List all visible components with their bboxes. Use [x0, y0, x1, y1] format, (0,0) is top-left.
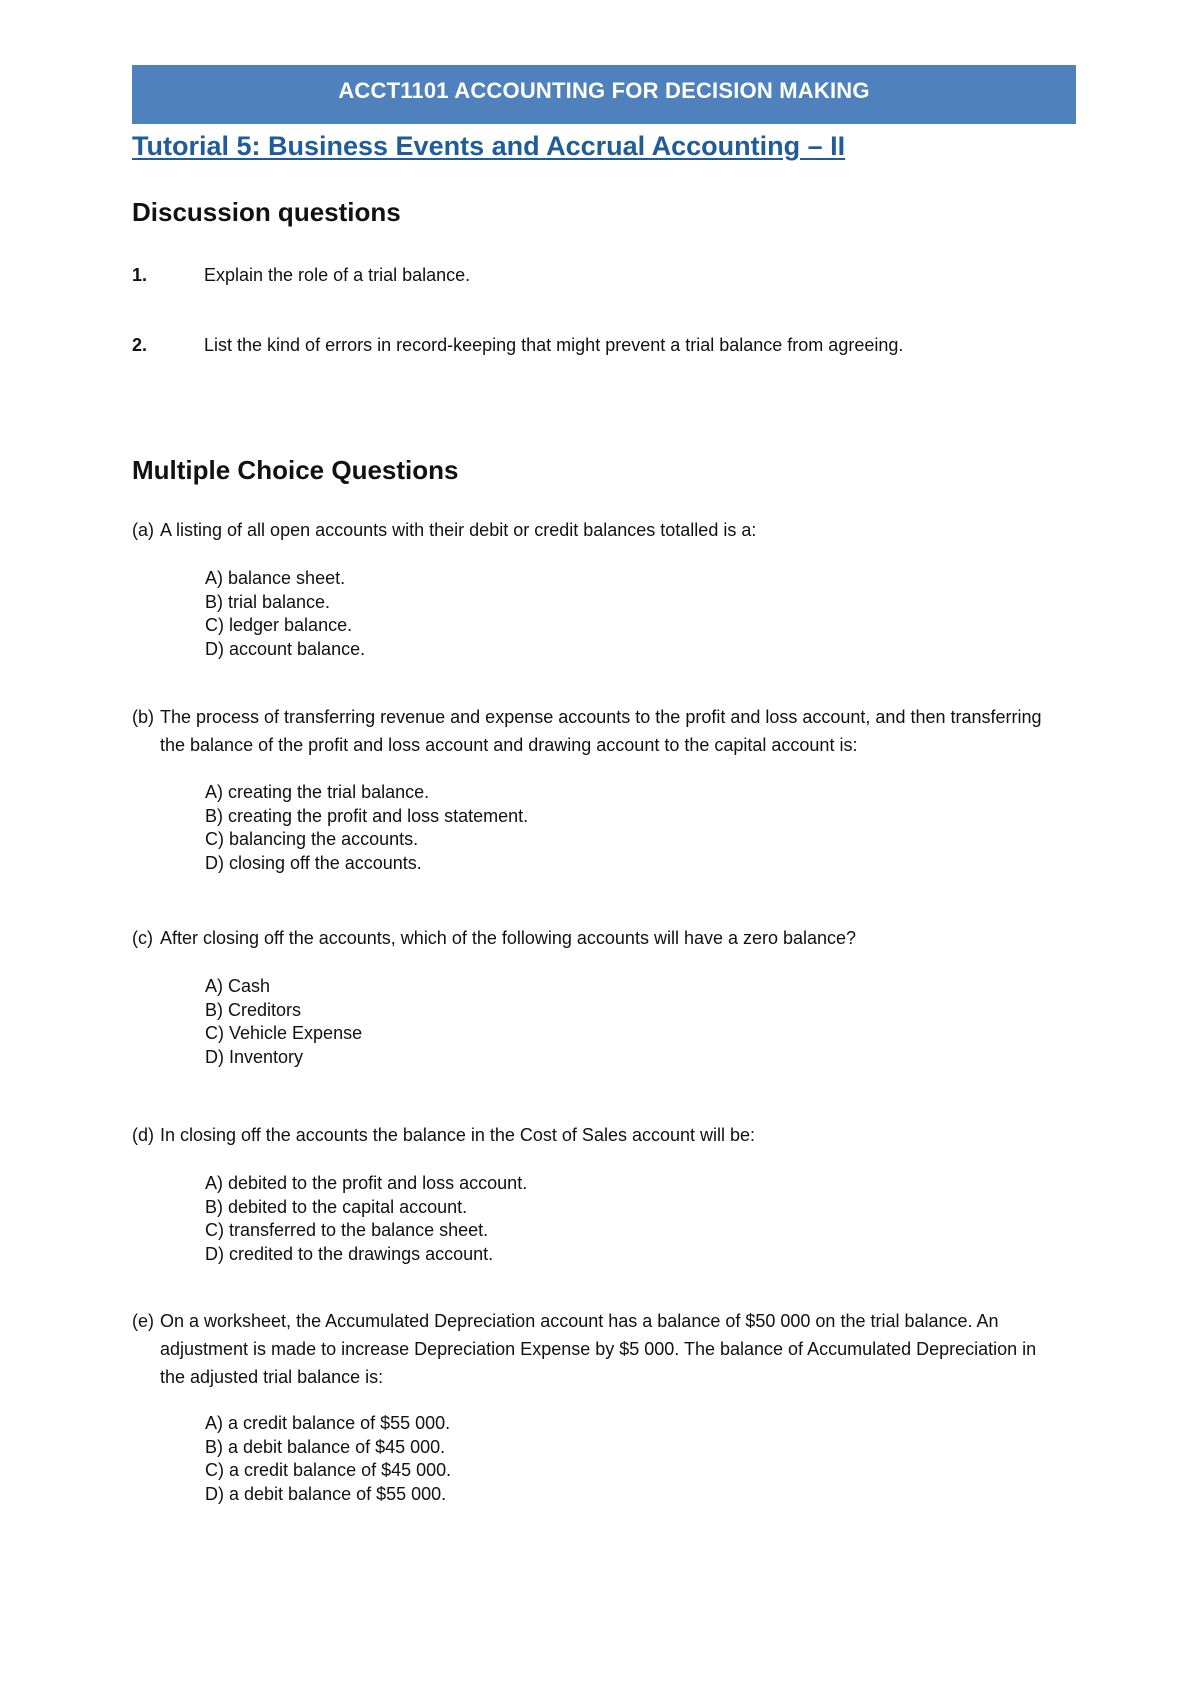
mcq-letter: (b) [132, 707, 154, 727]
question-number: 1. [132, 265, 148, 285]
mcq-options [205, 1172, 527, 1266]
mcq-options [205, 567, 365, 661]
mcq-option: D) account balance. [205, 638, 366, 659]
mcq-option: C) balancing the accounts. [205, 829, 419, 849]
mcq-option: B) Creditors [205, 999, 302, 1020]
mcq-options [205, 1412, 451, 1506]
mcq-text: A listing of all open accounts with their debit or credit balances totalled is a: [160, 520, 757, 540]
question-text: Explain the role of a trial balance. [204, 265, 471, 285]
mcq-option: B) a debit balance of $45 000. [205, 1436, 446, 1457]
mcq-option: C) transferred to the balance sheet. [205, 1220, 489, 1240]
mcq-heading: Multiple Choice Questions [132, 455, 459, 485]
mcq-option: A) Cash [205, 976, 271, 996]
mcq-option: B) debited to the capital account. [205, 1196, 468, 1217]
mcq-question [132, 924, 1062, 952]
mcq-text: The process of transferring revenue and expense accounts to the profit and loss account, and then transferring the balance of the profit and loss account and drawing account to the capital account is: [160, 707, 1042, 755]
mcq-text: After closing off the accounts, which of the following accounts will have a zero balance? [160, 928, 857, 948]
mcq-letter: (a) [132, 520, 154, 540]
course-header-bar [132, 65, 1076, 124]
mcq-letter: (c) [132, 928, 153, 948]
mcq-question [132, 516, 1062, 544]
mcq-option: B) creating the profit and loss statement. [205, 805, 529, 826]
mcq-letter: (e) [132, 1311, 154, 1331]
mcq-option: A) debited to the profit and loss account. [205, 1173, 528, 1193]
tutorial-title: Tutorial 5: Business Events and Accrual Accounting – II [132, 131, 846, 161]
mcq-option: D) credited to the drawings account. [205, 1243, 494, 1264]
course-title: ACCT1101 ACCOUNTING FOR DECISION MAKING [338, 77, 870, 103]
mcq-options [205, 975, 362, 1069]
mcq-option: D) Inventory [205, 1046, 304, 1067]
mcq-letter: (d) [132, 1125, 154, 1145]
mcq-option: C) ledger balance. [205, 615, 353, 635]
mcq-option: A) creating the trial balance. [205, 782, 430, 802]
mcq-question [132, 703, 1062, 759]
question-number: 2. [132, 335, 148, 355]
mcq-options [205, 781, 528, 875]
discussion-heading: Discussion questions [132, 197, 401, 227]
mcq-option: C) Vehicle Expense [205, 1023, 363, 1043]
mcq-question [132, 1307, 1062, 1391]
question-text: List the kind of errors in record-keeping that might prevent a trial balance from agreeing. [204, 335, 904, 355]
mcq-option: C) a credit balance of $45 000. [205, 1460, 452, 1480]
mcq-option: D) a debit balance of $55 000. [205, 1483, 447, 1504]
mcq-option: D) closing off the accounts. [205, 852, 422, 873]
mcq-option: B) trial balance. [205, 591, 331, 612]
mcq-text: On a worksheet, the Accumulated Depreciation account has a balance of $50 000 on the trial balance. An adjustment is made to increase Depreciation Expense by $5 000. The balance of Accumulated Depreciation in the adjusted trial balance is: [160, 1311, 1037, 1387]
mcq-option: A) balance sheet. [205, 568, 346, 588]
mcq-text: In closing off the accounts the balance in the Cost of Sales account will be: [160, 1125, 756, 1145]
discussion-question [132, 335, 903, 356]
discussion-question [132, 265, 470, 286]
mcq-option: A) a credit balance of $55 000. [205, 1413, 451, 1433]
mcq-question [132, 1121, 1062, 1149]
